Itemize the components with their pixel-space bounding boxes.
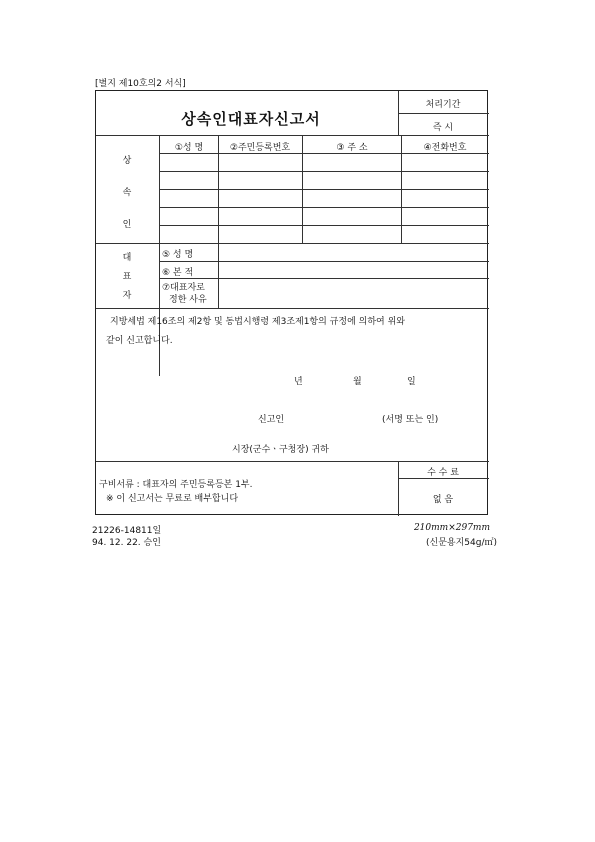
footer-approval-date: 94. 12. 22. 승인	[92, 538, 161, 548]
footer-form-code: 21226-14811일	[92, 526, 162, 536]
rep-reason-label-1: ⑦대표자로	[162, 283, 205, 293]
statement-line-1: 지방세법 제16조의 제2항 및 동법시행령 제3조제1항의 규정에 의하여 위와	[110, 317, 405, 327]
heirs-col-phone: ④전화번호	[423, 143, 467, 153]
form-frame	[95, 90, 488, 515]
bottom-section-border	[96, 461, 489, 462]
heir-row	[159, 225, 489, 226]
heirs-col-address: ③ 주 소	[336, 143, 368, 153]
rep-group-label-2: 표	[122, 272, 132, 282]
statement-line-2: 같이 신고합니다.	[106, 336, 173, 346]
reporter-label: 신고인	[258, 415, 285, 425]
heirs-col-id: ②주민등록번호	[229, 143, 291, 153]
date-day: 일	[407, 377, 416, 387]
date-month: 월	[353, 377, 362, 387]
rep-group-label-3: 자	[122, 291, 132, 301]
addressee: 시장(군수ㆍ구청장) 귀하	[232, 445, 329, 455]
date-year: 년	[294, 377, 303, 387]
rep-name-label: ⑤ 성 명	[162, 250, 194, 260]
fee-value: 없 음	[432, 495, 454, 505]
processing-period-value: 즉 시	[432, 123, 454, 133]
heir-row	[159, 171, 489, 172]
heirs-group-label-3: 인	[122, 220, 132, 230]
heirs-group-label-1: 상	[122, 156, 132, 166]
rep-group-label-1: 대	[122, 253, 132, 263]
processing-divider	[398, 113, 489, 114]
fee-label: 수 수 료	[427, 468, 459, 478]
heir-row	[159, 207, 489, 208]
heirs-top-border	[96, 135, 489, 136]
rep-domicile-label: ⑥ 본 적	[162, 268, 194, 278]
form-number-label: [별지 제10호의2 서식]	[95, 79, 186, 89]
signature-label: (서명 또는 인)	[382, 415, 439, 425]
rep-reason-label-2: 정한 사유	[169, 295, 207, 305]
processing-period-label: 처리기간	[425, 100, 461, 110]
footer-paper-size: 210mm×297mm	[413, 523, 490, 533]
heir-row	[159, 189, 489, 190]
heirs-group-label-2: 속	[122, 188, 132, 198]
heirs-col-name: ①성 명	[174, 143, 204, 153]
form-title: 상속인대표자신고서	[181, 110, 321, 128]
footer-paper-type: (신문용지54g/㎡)	[426, 538, 497, 548]
fee-divider	[398, 461, 399, 516]
statement-top-border	[96, 308, 489, 309]
attachments-line-1: 구비서류 : 대표자의 주민등록등본 1부.	[99, 480, 253, 490]
representative-top-border	[96, 243, 489, 244]
attachments-line-2: ※ 이 신고서는 무료로 배부합니다	[106, 494, 239, 504]
